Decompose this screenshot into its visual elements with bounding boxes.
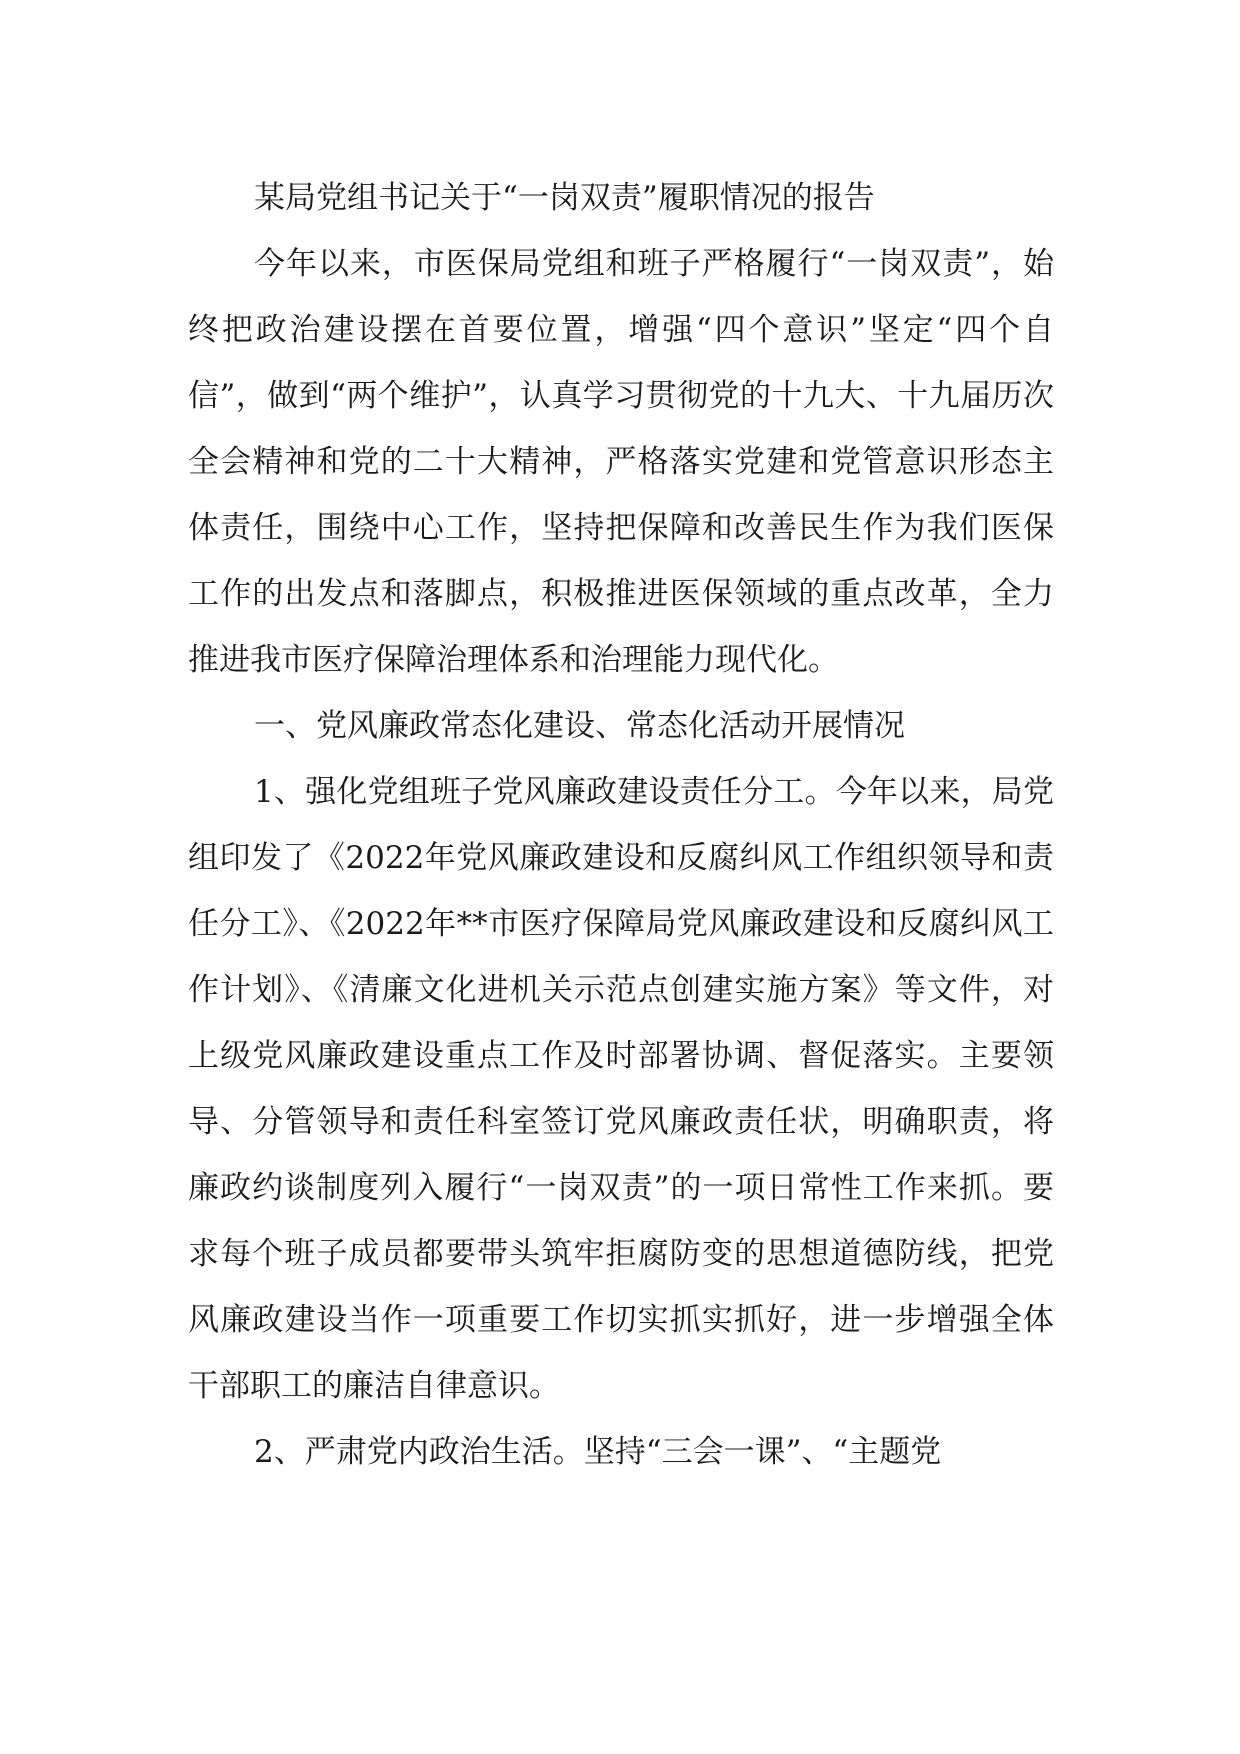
intro-paragraph: 今年以来，市医保局党组和班子严格履行“一岗双责”，始终把政治建设摆在首要位置，增强“四个意识”坚定“四个自信”，做到“两个维护”，认真学习贯彻党的十九大、十九届历次全会精神和党的二十大精神，严格落实党建和党管意识形态主体责任，围绕中心工作，坚持把保障和改善民生作为我们医保工作的出发点和落脚点，积极推进医保领域的重点改革，全力推进我市医疗保障治理体系和治理能力现代化。 [188,246,1054,678]
item-1-paragraph: 1、强化党组班子党风廉政建设责任分工。今年以来，局党组印发了《2022年党风廉政建设和反腐纠风工作组织领导和责任分工》、《2022年**市医疗保障局党风廉政建设和反腐纠风工作计划》、《清廉文化进机关示范点创建实施方案》等文件，对上级党风廉政建设重点工作及时部署协调、督促落实。主要领导、分管领导和责任科室签订党风廉政责任状，明确职责，将廉政约谈制度列入履行“一岗双责”的一项日常性工作来抓。要求每个班子成员都要带头筑牢拒腐防变的思想道德防线，把党风廉政建设当作一项重要工作切实抓实抓好，进一步增强全体干部职工的廉洁自律意识。 [188,774,1054,1404]
section-heading: 一、党风廉政常态化建设、常态化活动开展情况 [254,708,905,744]
item-2-paragraph: 2、严肃党内政治生活。坚持“三会一课”、“主题党 [254,1434,942,1470]
document-title: 某局党组书记关于“一岗双责”履职情况的报告 [254,180,875,216]
document-body [188,165,1054,1485]
